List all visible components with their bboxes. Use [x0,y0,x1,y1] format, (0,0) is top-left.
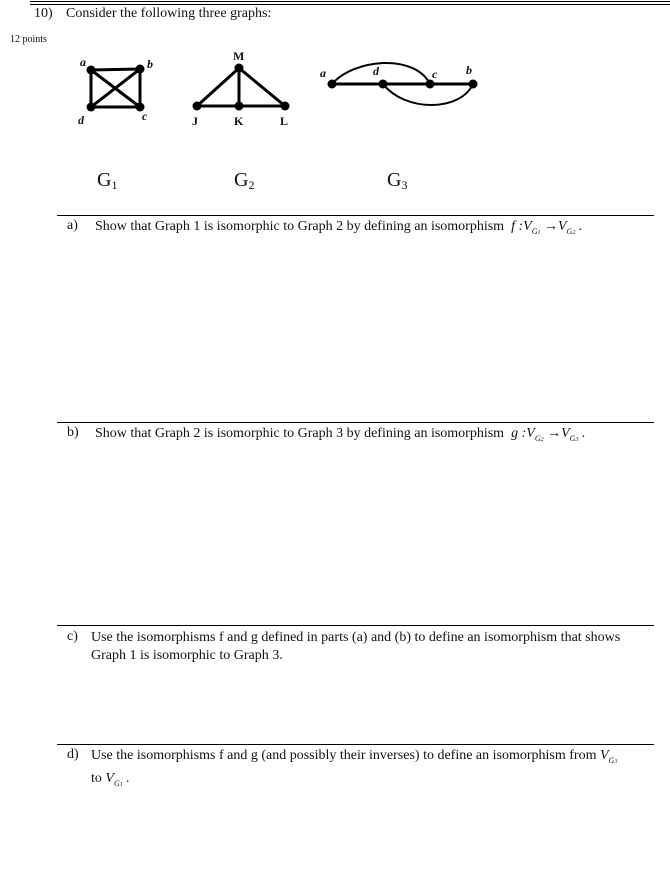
part-a-rule [57,215,654,216]
part-b-rule [57,422,654,423]
g3-vertex-d [379,80,388,89]
part-c-rule [57,625,654,626]
part-b-text: Show that Graph 2 is isomorphic to Graph 3 by defining an isomorphism g $:V_{G2} \to V_{G3}$ . [95,426,586,443]
part-d-math-from: $V_{G3}$ [599,748,618,765]
g1-label-c: c [142,109,148,123]
g2-vertex-m [235,64,244,73]
g2-vertex-j [193,102,202,111]
part-a-text: Show that Graph 1 is isomorphic to Graph 2 by defining an isomorphism f $:V_{G1} \to V_{G2}$ . [95,219,583,236]
g2-label-l: L [280,114,289,128]
part-c-line2: Graph 1 is isomorphic to Graph 3. [91,648,283,663]
g1-label-d: d [78,113,84,127]
part-a-label: a) [67,218,78,233]
g2-edge-ml [239,68,285,106]
g1-label-b: b [147,57,153,71]
g3-label-d: d [373,64,379,78]
g1-vertex-a [87,66,96,75]
g3-label-b: b [466,63,472,77]
g1-vertex-b [136,65,145,74]
part-c-label: c) [67,629,78,644]
g3-vertex-a [328,80,337,89]
g1-label-a: a [80,55,86,69]
top-rule-2 [30,4,670,5]
g2-edge-mj [197,68,239,106]
graph-3 [320,60,490,120]
points-label: 12 points [10,34,47,45]
g1-caption: $G_1$ [97,169,118,192]
g2-label-k: K [234,114,244,128]
g3-caption: $G_3$ [387,169,408,192]
g2-label-m: M [233,49,245,63]
part-d-rule [57,744,654,745]
part-d-label: d) [67,747,79,762]
part-a-math: f $:V_{G1} \to V_{G2}$ . [511,219,583,236]
question-title: Consider the following three graphs: [66,6,272,21]
g3-label-c: c [432,67,438,81]
part-d-math-to: $V_{G1}$ . [105,771,130,788]
g2-label-j: J [192,114,198,128]
part-d-line1: Use the isomorphisms f and g (and possibly their inverses) to define an isomorphism from $V_{G3}$ [91,748,618,765]
g2-caption: $G_2$ [234,169,255,192]
g1-vertex-d [87,103,96,112]
g3-vertex-b [469,80,478,89]
top-rule [30,1,670,2]
g2-vertex-k [235,102,244,111]
part-b-label: b) [67,425,79,440]
part-d-line2: to $V_{G1}$ . [91,771,130,788]
part-b-math: g $:V_{G2} \to V_{G3}$ . [511,426,586,443]
question-number: 10) [34,6,53,21]
part-c-line1: Use the isomorphisms f and g defined in parts (a) and (b) to define an isomorphism that shows [91,630,621,645]
g2-vertex-l [281,102,290,111]
g1-edge-ab [91,69,140,70]
g3-label-a: a [320,66,326,80]
